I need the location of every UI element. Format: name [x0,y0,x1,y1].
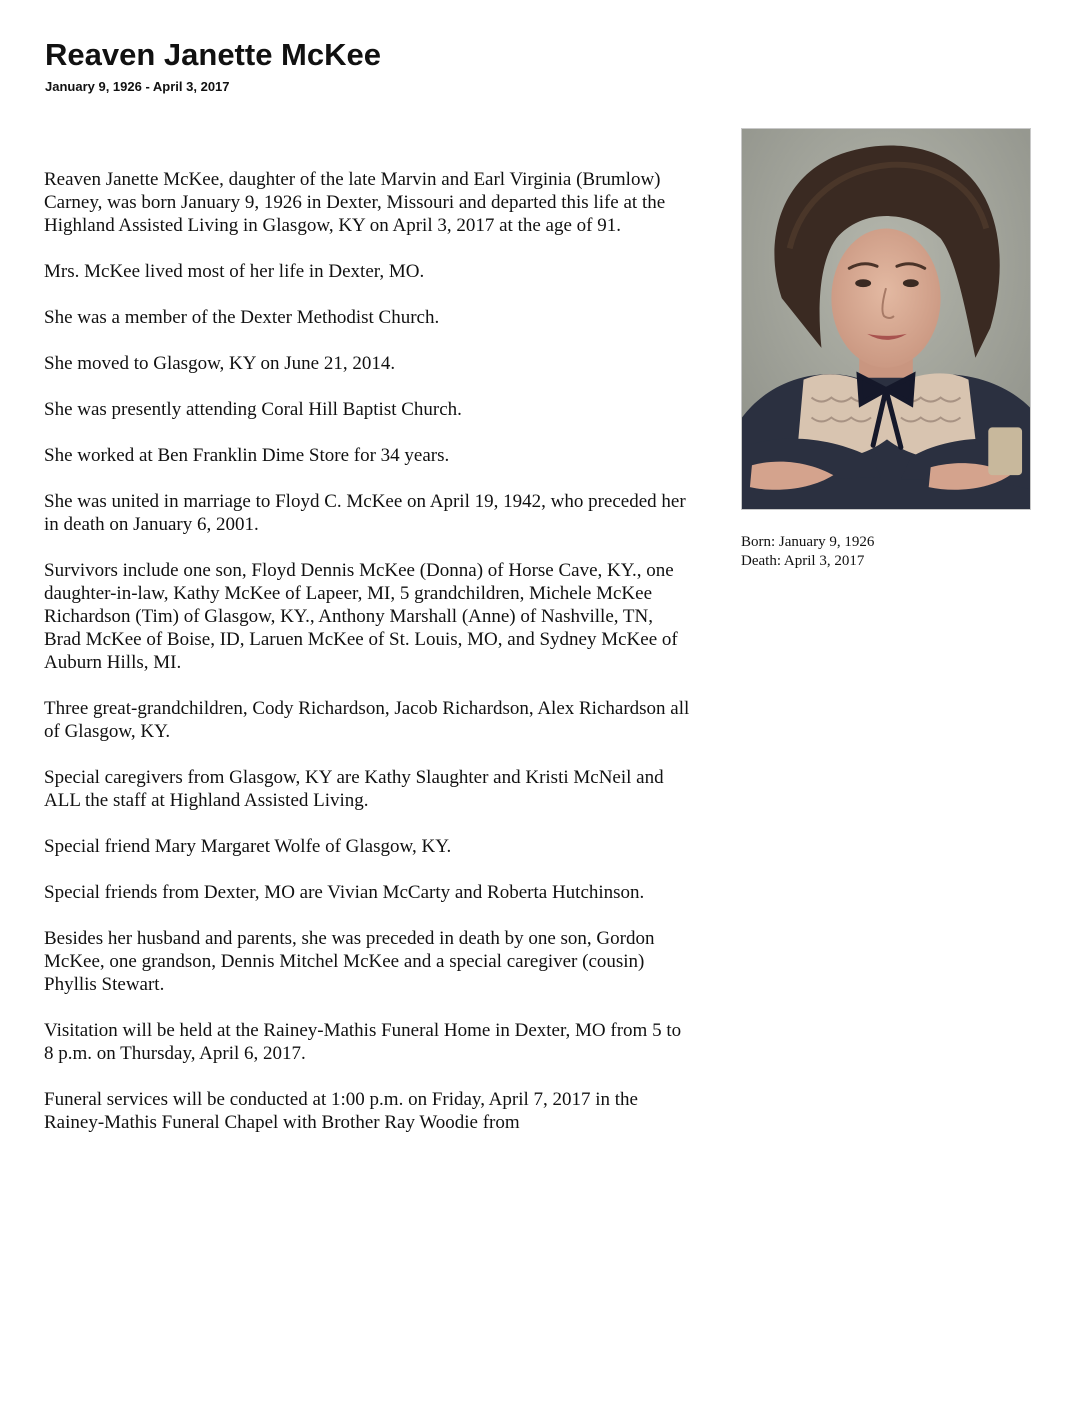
eye-right [903,279,919,287]
portrait-photo [741,128,1031,510]
life-dates: January 9, 1926 - April 3, 2017 [45,79,230,94]
paragraph-birth: Reaven Janette McKee, daughter of the late Marvin and Earl Virginia (Brumlow) Carney, was born January 9, 1926 in Dexter, Missouri and departed this life at the Highland Assisted Living in Glasgow, KY on April 3, 2017 at the age of 91. [44,169,666,236]
paragraph-attending: She was presently attending Coral Hill Baptist Church. [44,399,462,420]
eye-left [855,279,871,287]
paragraph-survivors: Survivors include one son, Floyd Dennis McKee (Donna) of Horse Cave, KY., one daughter-in-law, Kathy McKee of Lapeer, MI, 5 grandchildren, Michele McKee Richardson (Tim) of Glasgow, KY., Anthony Marshall (Anne) of Nashville, TN, Brad McKee of Boise, ID, Laruen McKee of St. Louis, MO, and Sydney McKee of Auburn Hills, MI. [44,560,678,673]
paragraph-work: She worked at Ben Franklin Dime Store for 34 years. [44,445,450,466]
paragraph-marriage: She was united in marriage to Floyd C. McKee on April 19, 1942, who preceded her in death on January 6, 2001. [44,491,686,535]
paragraph-great-grandchildren: Three great-grandchildren, Cody Richardson, Jacob Richardson, Alex Richardson all of Glasgow, KY. [44,698,690,742]
cup [988,427,1022,475]
paragraph-church: She was a member of the Dexter Methodist Church. [44,307,440,328]
paragraph-caregivers: Special caregivers from Glasgow, KY are Kathy Slaughter and Kristi McNeil and ALL the staff at Highland Assisted Living. [44,767,664,811]
paragraph-special-friend: Special friend Mary Margaret Wolfe of Glasgow, KY. [44,836,452,857]
paragraph-preceded: Besides her husband and parents, she was preceded in death by one son, Gordon McKee, one grandson, Dennis Mitchel McKee and a special caregiver (cousin) Phyllis Stewart. [44,928,655,995]
caption-born: Born: January 9, 1926 [741,534,875,550]
obituary-body [44,168,694,1157]
photo-caption [741,533,874,571]
paragraph-funeral: Funeral services will be conducted at 1:00 p.m. on Friday, April 7, 2017 in the Rainey-Mathis Funeral Chapel with Brother Ray Woodie from [44,1089,638,1133]
caption-death: Death: April 3, 2017 [741,553,865,569]
paragraph-residence: Mrs. McKee lived most of her life in Dexter, MO. [44,261,425,282]
paragraph-visitation: Visitation will be held at the Rainey-Mathis Funeral Home in Dexter, MO from 5 to 8 p.m. on Thursday, April 6, 2017. [44,1020,682,1064]
face [831,228,940,367]
portrait-illustration [742,129,1030,509]
page-title: Reaven Janette McKee [45,37,381,72]
paragraph-moved: She moved to Glasgow, KY on June 21, 2014. [44,353,396,374]
paragraph-special-friends: Special friends from Dexter, MO are Vivian McCarty and Roberta Hutchinson. [44,882,645,903]
